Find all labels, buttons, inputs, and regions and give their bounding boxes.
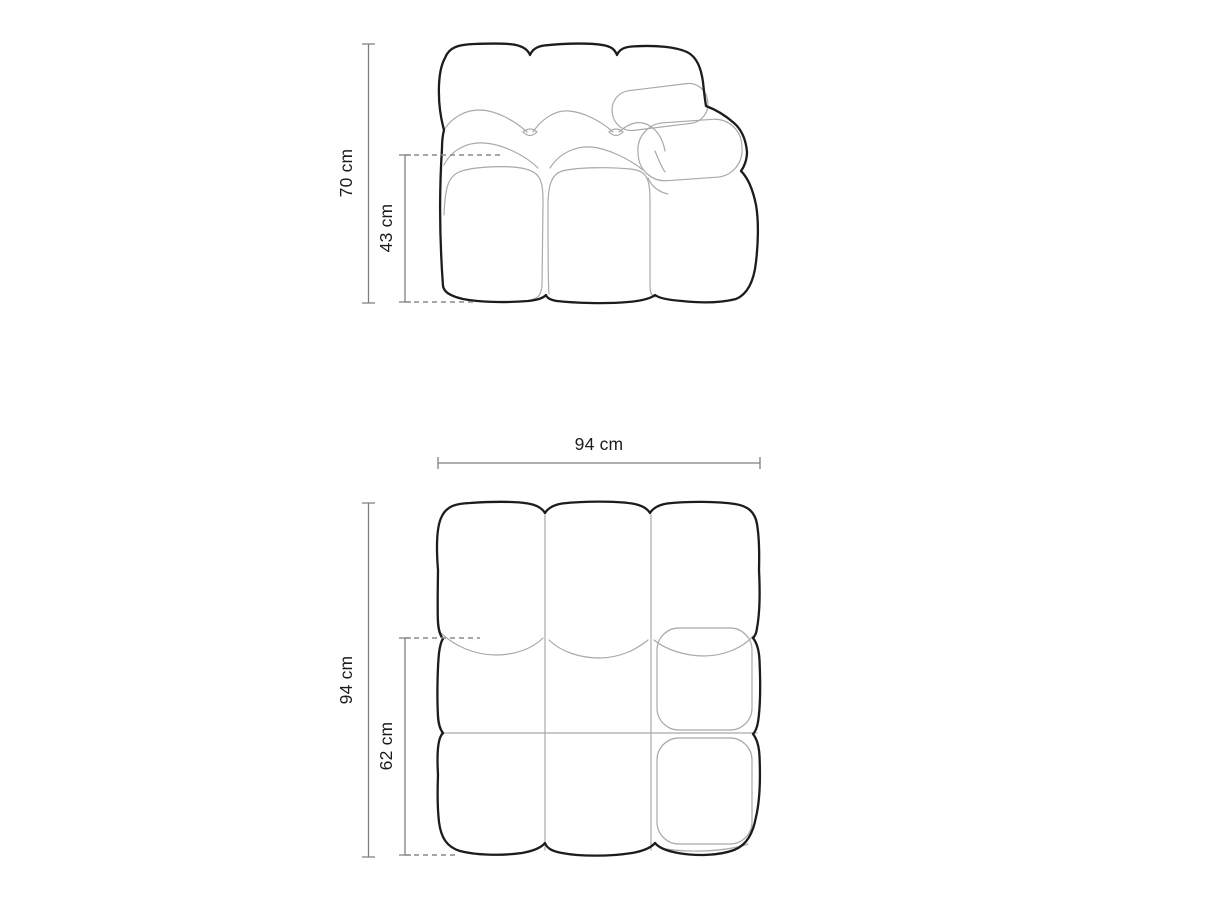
back-cushion-bottom-left <box>440 632 543 655</box>
height-label: 70 cm <box>336 148 356 198</box>
seat-depth-label: 62 cm <box>376 721 396 771</box>
tufting-pinch-right <box>609 129 623 136</box>
seat-roll-arc-middle <box>550 147 643 170</box>
back-cushion-bottom-right <box>654 636 753 656</box>
seat-height-dimension-line <box>399 155 411 302</box>
height-dimension-line <box>362 44 375 303</box>
front-view-tufting-lines <box>444 81 744 299</box>
seat-cushion-left <box>444 167 543 299</box>
front-view-labels <box>336 149 396 253</box>
depth-dimension-line <box>362 503 375 857</box>
back-roll-arc-middle <box>533 111 613 132</box>
sofa-top-outline <box>437 502 760 856</box>
top-view <box>336 434 760 857</box>
seat-cushion-middle <box>548 168 655 297</box>
top-view-outline-group <box>437 502 760 856</box>
sofa-front-outline <box>439 43 758 303</box>
width-label: 94 cm <box>574 434 624 454</box>
armrest-panel-upper <box>657 628 752 730</box>
seat-depth-dimension-line <box>399 638 411 855</box>
depth-label: 94 cm <box>336 655 356 705</box>
back-cushion-bottom-middle <box>549 640 648 658</box>
width-dimension-line <box>438 457 760 469</box>
armrest-panel-lower <box>657 738 752 844</box>
tufting-pinch-left <box>523 129 537 136</box>
back-roll-arc-left <box>444 110 527 132</box>
top-view-dimension-lines <box>362 457 760 857</box>
seat-roll-arc-right <box>655 151 665 172</box>
armrest-capsule-upper <box>610 81 710 132</box>
front-view-dimension-lines <box>362 44 411 303</box>
front-view-outline-group <box>439 43 758 303</box>
top-view-labels <box>336 434 623 770</box>
front-view <box>336 43 758 303</box>
top-view-tufting-lines <box>440 515 757 851</box>
seat-height-label: 43 cm <box>376 203 396 253</box>
top-view-extension-lines <box>405 638 480 855</box>
